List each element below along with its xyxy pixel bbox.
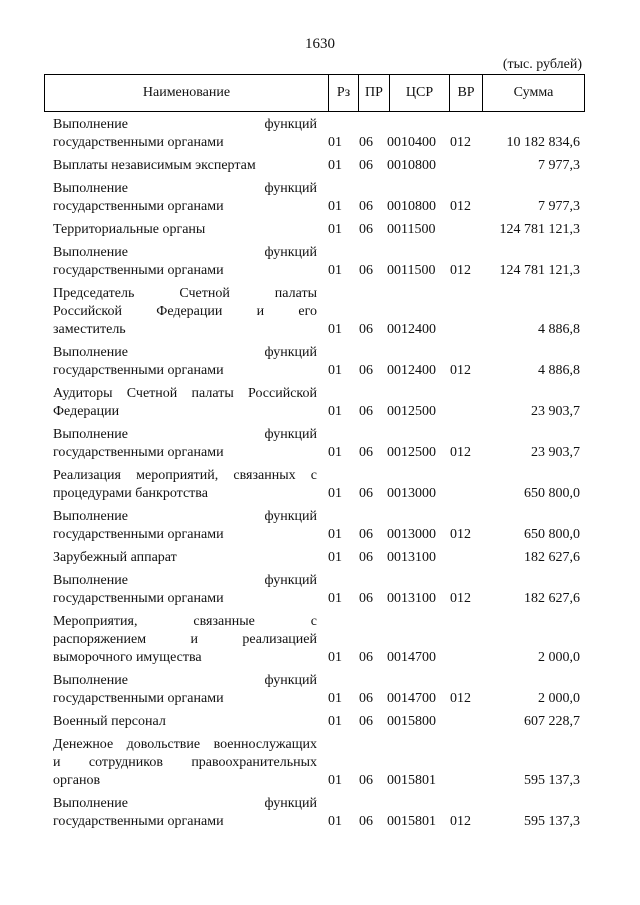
row-name-line: Денежное довольствие военнослужащих	[53, 737, 317, 752]
row-csr: 0013000	[387, 527, 436, 542]
table-row	[0, 613, 640, 667]
row-name-line: Выполнение функций	[53, 509, 317, 524]
header-rz: Рз	[336, 85, 351, 100]
row-name	[53, 157, 317, 175]
row-vr: 012	[450, 691, 471, 706]
row-csr: 0011500	[387, 222, 436, 237]
row-vr: 012	[450, 814, 471, 829]
row-pr: 06	[359, 158, 373, 173]
row-rz: 01	[328, 263, 342, 278]
row-name-line: государственными органами	[53, 814, 224, 829]
table-header	[44, 74, 585, 112]
row-name-line: Выполнение функций	[53, 573, 317, 588]
row-name-line: Выполнение функций	[53, 796, 317, 811]
row-name	[53, 572, 317, 608]
row-name	[53, 672, 317, 708]
row-name-line: Мероприятия, связанные с	[53, 614, 317, 629]
row-name	[53, 385, 317, 421]
row-pr: 06	[359, 135, 373, 150]
row-csr: 0012400	[387, 363, 436, 378]
row-sum: 2 000,0	[538, 691, 580, 706]
row-pr: 06	[359, 322, 373, 337]
row-vr: 012	[450, 363, 471, 378]
table-row	[0, 672, 640, 708]
row-csr: 0014700	[387, 691, 436, 706]
row-vr: 012	[450, 263, 471, 278]
header-name: Наименование	[142, 85, 231, 100]
row-pr: 06	[359, 486, 373, 501]
row-rz: 01	[328, 158, 342, 173]
row-name	[53, 613, 317, 667]
row-name-line: государственными органами	[53, 691, 224, 706]
table-row	[0, 180, 640, 216]
row-csr: 0010400	[387, 135, 436, 150]
units-label: (тыс. рублей)	[502, 57, 582, 72]
row-name	[53, 344, 317, 380]
row-name-line: государственными органами	[53, 527, 224, 542]
table-row	[0, 344, 640, 380]
row-name-line: государственными органами	[53, 135, 224, 150]
row-csr: 0010800	[387, 199, 436, 214]
header-pr: ПР	[365, 85, 383, 100]
table-row	[0, 285, 640, 339]
row-csr: 0014700	[387, 650, 436, 665]
row-csr: 0012500	[387, 445, 436, 460]
row-name	[53, 180, 317, 216]
row-pr: 06	[359, 263, 373, 278]
row-name	[53, 426, 317, 462]
row-rz: 01	[328, 363, 342, 378]
row-rz: 01	[328, 527, 342, 542]
row-sum: 124 781 121,3	[499, 263, 580, 278]
row-sum: 2 000,0	[538, 650, 580, 665]
row-sum: 595 137,3	[524, 773, 580, 788]
table-row	[0, 385, 640, 421]
row-csr: 0010800	[387, 158, 436, 173]
row-rz: 01	[328, 404, 342, 419]
row-pr: 06	[359, 222, 373, 237]
row-name-line: Аудиторы Счетной палаты Российской	[53, 386, 317, 401]
row-rz: 01	[328, 199, 342, 214]
row-sum: 7 977,3	[538, 158, 580, 173]
row-name-line: распоряжением и реализацией	[53, 632, 317, 647]
table-row	[0, 467, 640, 503]
row-name	[53, 508, 317, 544]
row-rz: 01	[328, 550, 342, 565]
row-name-line: Зарубежный аппарат	[53, 550, 177, 565]
row-name-line: заместитель	[53, 322, 126, 337]
table-row	[0, 713, 640, 731]
row-csr: 0012500	[387, 404, 436, 419]
row-vr: 012	[450, 135, 471, 150]
row-name-line: государственными органами	[53, 263, 224, 278]
row-name-line: Выполнение функций	[53, 345, 317, 360]
table-row	[0, 116, 640, 152]
row-name	[53, 467, 317, 503]
header-vr: ВР	[457, 85, 475, 100]
row-csr: 0013000	[387, 486, 436, 501]
row-name	[53, 221, 317, 239]
row-name-line: государственными органами	[53, 199, 224, 214]
row-pr: 06	[359, 714, 373, 729]
row-name-line: Выполнение функций	[53, 245, 317, 260]
row-pr: 06	[359, 650, 373, 665]
row-rz: 01	[328, 135, 342, 150]
row-rz: 01	[328, 691, 342, 706]
row-sum: 650 800,0	[524, 486, 580, 501]
row-vr: 012	[450, 199, 471, 214]
row-pr: 06	[359, 404, 373, 419]
table-row	[0, 795, 640, 831]
row-name-line: Выполнение функций	[53, 181, 317, 196]
row-csr: 0011500	[387, 263, 436, 278]
row-name	[53, 116, 317, 152]
row-sum: 10 182 834,6	[506, 135, 580, 150]
row-csr: 0012400	[387, 322, 436, 337]
row-pr: 06	[359, 591, 373, 606]
row-sum: 595 137,3	[524, 814, 580, 829]
row-sum: 182 627,6	[524, 591, 580, 606]
row-pr: 06	[359, 550, 373, 565]
row-rz: 01	[328, 773, 342, 788]
row-name	[53, 736, 317, 790]
table-row	[0, 736, 640, 790]
row-name-line: Территориальные органы	[53, 222, 206, 237]
header-csr: ЦСР	[405, 85, 434, 100]
row-name-line: Выполнение функций	[53, 117, 317, 132]
table-row	[0, 572, 640, 608]
header-sum: Сумма	[513, 85, 554, 100]
row-name	[53, 244, 317, 280]
row-vr: 012	[450, 527, 471, 542]
row-rz: 01	[328, 222, 342, 237]
row-name-line: Российской Федерации и его	[53, 304, 317, 319]
row-name-line: органов	[53, 773, 101, 788]
row-name	[53, 795, 317, 831]
row-rz: 01	[328, 591, 342, 606]
row-sum: 182 627,6	[524, 550, 580, 565]
row-rz: 01	[328, 814, 342, 829]
row-name	[53, 713, 317, 731]
row-sum: 23 903,7	[531, 445, 580, 460]
row-sum: 4 886,8	[538, 363, 580, 378]
row-name-line: Выполнение функций	[53, 427, 317, 442]
row-csr: 0015800	[387, 714, 436, 729]
row-csr: 0015801	[387, 814, 436, 829]
row-name-line: и сотрудников правоохранительных	[53, 755, 317, 770]
row-vr: 012	[450, 591, 471, 606]
row-name	[53, 549, 317, 567]
row-sum: 23 903,7	[531, 404, 580, 419]
row-name-line: государственными органами	[53, 363, 224, 378]
row-name-line: Реализация мероприятий, связанных с	[53, 468, 317, 483]
table-row	[0, 508, 640, 544]
row-name-line: государственными органами	[53, 445, 224, 460]
page-number: 1630	[305, 36, 335, 52]
row-pr: 06	[359, 527, 373, 542]
row-sum: 4 886,8	[538, 322, 580, 337]
table-row	[0, 157, 640, 175]
row-name-line: Выполнение функций	[53, 673, 317, 688]
row-pr: 06	[359, 199, 373, 214]
row-name-line: Председатель Счетной палаты	[53, 286, 317, 301]
row-name-line: Выплаты независимым экспертам	[53, 158, 256, 173]
table-row	[0, 549, 640, 567]
row-name-line: процедурами банкротства	[53, 486, 208, 501]
row-pr: 06	[359, 814, 373, 829]
row-pr: 06	[359, 773, 373, 788]
row-csr: 0013100	[387, 591, 436, 606]
row-pr: 06	[359, 691, 373, 706]
table-row	[0, 244, 640, 280]
row-rz: 01	[328, 445, 342, 460]
row-csr: 0015801	[387, 773, 436, 788]
row-rz: 01	[328, 322, 342, 337]
row-sum: 7 977,3	[538, 199, 580, 214]
row-sum: 607 228,7	[524, 714, 580, 729]
row-pr: 06	[359, 445, 373, 460]
table-row	[0, 221, 640, 239]
row-name	[53, 285, 317, 339]
row-csr: 0013100	[387, 550, 436, 565]
row-sum: 650 800,0	[524, 527, 580, 542]
row-pr: 06	[359, 363, 373, 378]
row-vr: 012	[450, 445, 471, 460]
table-row	[0, 426, 640, 462]
row-rz: 01	[328, 650, 342, 665]
row-name-line: Федерации	[53, 404, 120, 419]
row-name-line: Военный персонал	[53, 714, 166, 729]
row-rz: 01	[328, 486, 342, 501]
row-rz: 01	[328, 714, 342, 729]
row-name-line: выморочного имущества	[53, 650, 202, 665]
row-sum: 124 781 121,3	[499, 222, 580, 237]
row-name-line: государственными органами	[53, 591, 224, 606]
